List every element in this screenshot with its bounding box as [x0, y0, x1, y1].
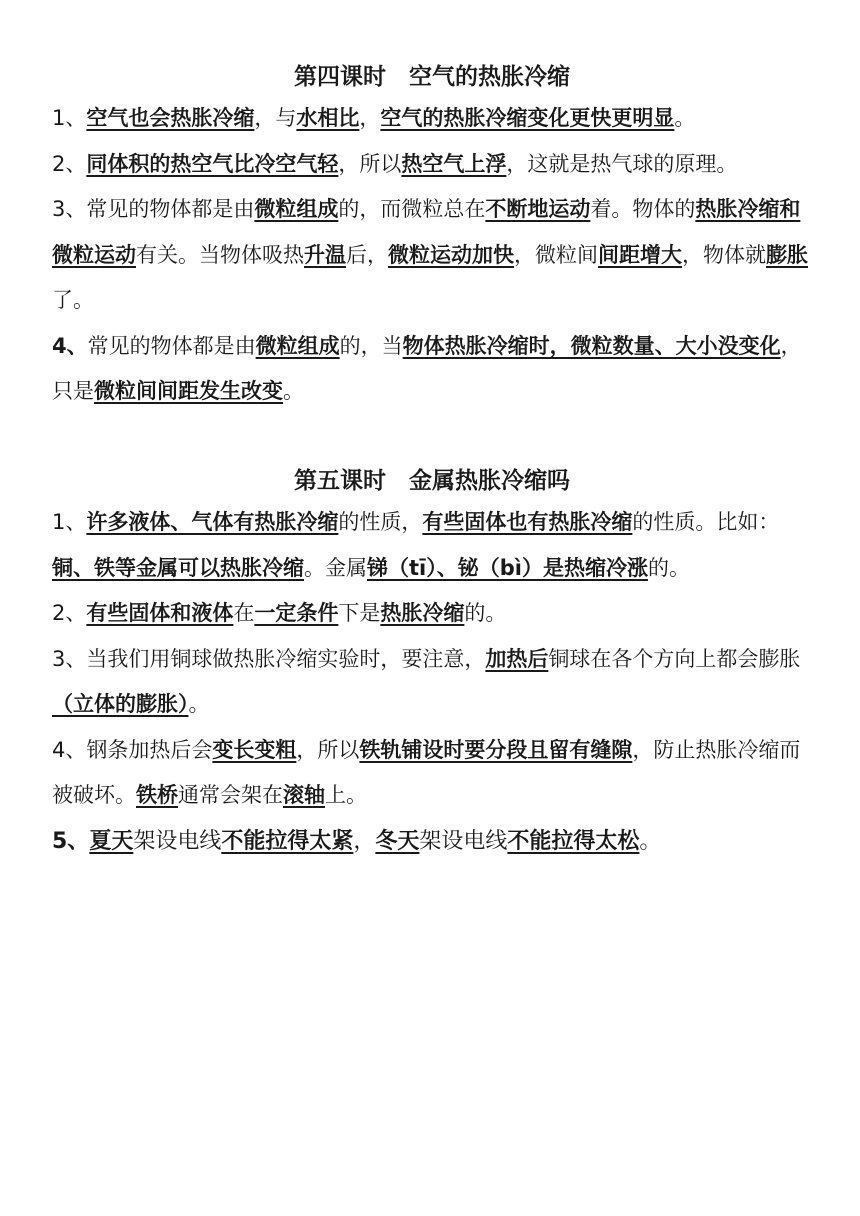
body-text: 后， [346, 242, 388, 267]
key-term: 热空气上浮 [401, 151, 507, 176]
lesson-4-point-1 [52, 96, 812, 142]
key-term: 不能拉得太松 [507, 828, 640, 854]
key-term: 热胀冷缩 [380, 601, 465, 625]
lesson-5-point-4 [52, 728, 812, 819]
body-text: 3、当我们用铜球做热胀冷缩实验时，要注意， [52, 646, 486, 671]
body-text: 的。 [647, 555, 690, 580]
key-term: 夏天 [89, 828, 134, 854]
key-term: 有些固体也有热胀冷缩 [422, 510, 633, 534]
key-term: 同体积的热空气比冷空气轻 [86, 151, 339, 176]
key-term: 许多液体、气体有热胀冷缩 [86, 510, 339, 534]
lesson-5-section [52, 462, 812, 864]
key-term: 铁桥 [136, 783, 178, 807]
lesson-4-point-4 [52, 324, 812, 415]
key-term: 物体热胀冷缩时，微粒数量、大小没变化 [402, 333, 781, 358]
body-text: 4、钢条加热后会 [52, 737, 213, 762]
point-number: 5、 [52, 828, 90, 854]
body-text: 铜球在各个方向上都会膨胀 [548, 646, 801, 671]
key-term: 有些固体和液体 [86, 601, 234, 625]
lesson-4-section [52, 58, 812, 415]
body-text: 的性质。比如： [632, 510, 780, 534]
body-text: 架设电线 [419, 828, 508, 854]
key-term: 锑（tī）、铋（bì）是热缩冷涨 [367, 555, 648, 580]
point-number: 2、 [52, 601, 87, 625]
body-text: 的，当 [339, 333, 403, 358]
lesson-5-point-1 [52, 500, 812, 591]
key-term: 热胀冷缩和微粒运动 [52, 197, 801, 267]
key-term: 冬天 [375, 828, 420, 854]
body-text: ， [353, 828, 376, 854]
lesson-4-point-2 [52, 142, 812, 188]
key-term: 升温 [304, 242, 346, 267]
body-text: 下是 [338, 601, 381, 625]
body-text: ，物体就 [682, 242, 766, 267]
body-text: 了。 [52, 288, 94, 312]
lesson-5-title: 第五课时 金属热胀冷缩吗 [294, 468, 570, 494]
key-term: 一定条件 [254, 601, 339, 625]
key-term: 变长变粗 [212, 737, 297, 762]
key-term: 不断地运动 [485, 197, 591, 221]
key-term: 空气也会热胀冷缩 [86, 106, 255, 130]
point-number: 1、 [52, 510, 87, 534]
body-text: 。金属 [304, 555, 367, 580]
lesson-4-title: 第四课时 空气的热胀冷缩 [294, 64, 570, 90]
point-number: 2、 [52, 151, 87, 176]
lesson-5-point-5 [52, 819, 812, 865]
key-term: 铁轨铺设时要分段且留有缝隙 [359, 737, 633, 762]
key-term: 空气的热胀冷缩变化更快更明显 [380, 106, 675, 130]
body-text: 常见的物体都是由 [87, 333, 256, 358]
key-term: 不能拉得太紧 [221, 828, 354, 854]
lesson-4-point-3 [52, 187, 812, 324]
key-term: 加热后 [485, 646, 549, 671]
key-term: 微粒运动加快 [388, 242, 514, 267]
body-text: 有关。当物体吸热 [136, 242, 304, 267]
key-term: 微粒组成 [254, 197, 339, 221]
point-number: 4、 [52, 333, 88, 358]
body-text: 上。 [325, 783, 367, 807]
body-text: ，防止热胀冷缩而被破坏。 [52, 737, 801, 807]
key-term: 微粒组成 [255, 333, 340, 358]
body-text: ，只是 [52, 333, 802, 403]
key-term: 水相比 [296, 106, 360, 130]
body-text: 在 [233, 601, 255, 625]
body-text: 架设电线 [133, 828, 222, 854]
key-term: （立体的膨胀） [52, 692, 189, 716]
body-text: 。 [674, 106, 696, 130]
body-text: ， [359, 106, 381, 130]
key-term: 铜、铁等金属可以热胀冷缩 [52, 555, 304, 580]
key-term: 微粒间间距发生改变 [94, 379, 283, 403]
lesson-5-point-3 [52, 637, 812, 728]
key-term: 间距增大 [598, 242, 682, 267]
body-text: 。 [283, 379, 304, 403]
body-text: 。 [188, 692, 210, 716]
body-text: ，所以 [296, 737, 360, 762]
body-text: ，与 [254, 106, 297, 130]
body-text: 着。物体的 [590, 197, 696, 221]
point-number: 1、 [52, 106, 87, 130]
lesson-5-point-2 [52, 591, 812, 637]
key-term: 膨胀 [766, 242, 808, 267]
body-text: 通常会架在 [178, 783, 283, 807]
body-text: ，所以 [338, 151, 402, 176]
body-text: 的性质， [338, 510, 423, 534]
body-text: ，微粒间 [514, 242, 598, 267]
body-text: 3、常见的物体都是由 [52, 197, 255, 221]
body-text: 的，而微粒总在 [338, 197, 486, 221]
body-text: 。 [639, 828, 662, 854]
body-text: 的。 [464, 601, 507, 625]
body-text: ，这就是热气球的原理。 [506, 151, 738, 176]
key-term: 滚轴 [283, 783, 325, 807]
